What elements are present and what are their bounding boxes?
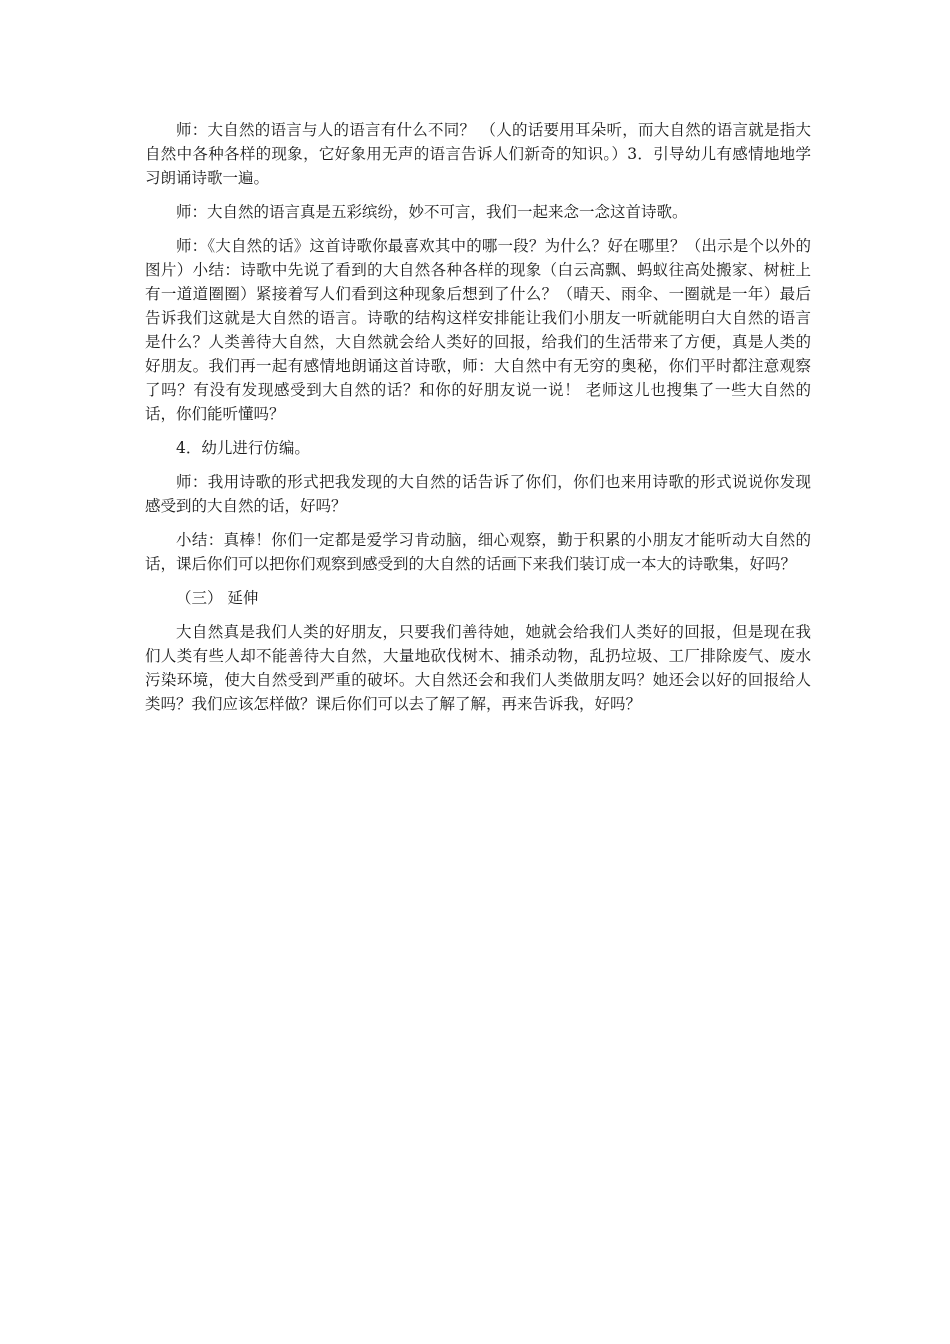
paragraph-teacher-recite: 师：大自然的语言真是五彩缤纷，妙不可言，我们一起来念一念这首诗歌。 (176, 203, 688, 221)
paragraph-step-4: 4．幼儿进行仿编。 (176, 439, 310, 457)
paragraph-teacher-imitate: 师：我用诗歌的形式把我发现的大自然的话告诉了你们，你们也来用诗歌的形式说说你发现感受到的大自然的话，好吗？ (145, 473, 811, 515)
paragraph-teacher-question: 师：大自然的语言与人的语言有什么不同？ （人的话要用耳朵听，而大自然的语言就是指大自然中各种各样的现象，它好象用无声的语言告诉人们新奇的知识。）3．引导幼儿有感情地地学习朗诵诗歌一遍。 (145, 121, 811, 187)
document-body (145, 118, 811, 726)
paragraph-extension: 大自然真是我们人类的好朋友，只要我们善待她，她就会给我们人类好的回报，但是现在我们人类有些人却不能善待大自然，大量地砍伐树木、捕杀动物，乱扔垃圾、工厂排除废气、废水污染环境，使大自然受到严重的破坏。大自然还会和我们人类做朋友吗？她还会以好的回报给人类吗？我们应该怎样做？课后你们可以去了解了解，再来告诉我，好吗？ (145, 623, 811, 713)
section-heading-extension: （三） 延伸 (176, 589, 259, 607)
paragraph-summary: 师：《大自然的话》这首诗歌你最喜欢其中的哪一段？为什么？好在哪里？（出示是个以外的图片）小结：诗歌中先说了看到的大自然各种各样的现象（白云高飘、蚂蚁往高处搬家、树桩上有一道道圈圈）紧接着写人们看到这种现象后想到了什么？（晴天、雨伞、一圈就是一年）最后告诉我们这就是大自然的语言。诗歌的结构这样安排能让我们小朋友一听就能明白大自然的语言是什么？人类善待大自然，大自然就会给人类好的回报，给我们的生活带来了方便，真是人类的好朋友。我们再一起有感情地朗诵这首诗歌，师：大自然中有无穷的奥秘，你们平时都注意观察了吗？有没有发现感受到大自然的话？和你的好朋友说一说！ 老师这儿也搜集了一些大自然的话，你们能听懂吗？ (145, 237, 811, 423)
paragraph-summary-praise: 小结：真棒！你们一定都是爱学习肯动脑，细心观察，勤于积累的小朋友才能听动大自然的话，课后你们可以把你们观察到感受到的大自然的话画下来我们装订成一本大的诗歌集，好吗？ (145, 531, 811, 573)
